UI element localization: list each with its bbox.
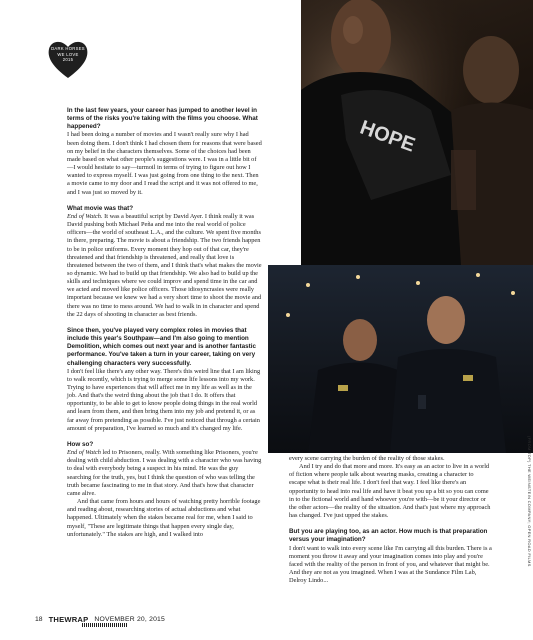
masthead: THEWRAP [48,614,89,624]
article-right-column [289,455,492,593]
answer: I don't feel like there's any other way. There's this weird line that I am liking to walk recently, which is trying to merge some life lessons into my work. Trying to have experiences that will affect me in my life as well as in the job. And that's the weird thing about the job that I do. It offers that opportunity, to be able to get to know people doing things in the real world and learn from them, and then bring them into my job and pretend it, or as far away from pretending as possible. I've just noticed that through a certain amount of preparation, I've learned so much and it's changed my life. [67,367,261,432]
answer: every scene carrying the burden of the reality of those stakes. [289,455,445,462]
photo-credit: (FROM TOP) THE WEINSTEIN COMPANY; OPEN ROAD FILMS [527,436,532,567]
jacket-lettering: HOPE [357,116,418,157]
two-police-officers-photo-icon [268,265,533,453]
page-number: 18 [35,615,43,623]
boxing-photo [301,0,533,265]
answer: And that came from hours and hours of watching pretty horrible footage and reading about, researching stories of actual abductions and what happened. Ultimately when the stakes became real for me, when I said to myself, "These are legitimate things that happen every single day, unfortunately." The stakes are high, and I walked into [67,498,261,538]
question: Since then, you've played very complex roles in movies that include this year's Southpaw—and I'm also going to mention Demolition, which comes out next year and is another fantastic performance. You've taken a turn in your career, taking on very challenging characters very successfully. [67,326,256,367]
film-title: End of Watch. [67,212,103,220]
question: In the last few years, your career has jumped to another level in terms of the risks you're taking with the films you choose. What happened? [67,107,258,131]
answer-body: It was a beautiful script by David Ayer. I think really it was David pushing both Michael Peña and me into the real world of police officers—the world of southeast L.A., and the culture. We spent five months in there, preparing. The movie is about a friendship. The two friends happen to be in police uniforms. Every moment they hop out of that car, they're threatened and that friendship is threatened, and really that love is threatened between the two of them, and I think that's what makes the movie so dynamic. We had to build up that friendship. We also had to build up the skills and techniques where we could improv and spend time in the car and we acted and moved like police officers. Those idiosyncrasies were really important because we knew we had a very short time to shoot the movie and there was no time to mess around. We had to walk in in character and spend the 22 days of shooting in character as best friends. [67,212,262,318]
film-title: End of Watch [67,449,101,457]
badge-line-1: DARK HORSES [51,46,85,51]
issue-date: NOVEMBER 20, 2015 [94,615,166,623]
answer [67,213,262,319]
badge-line-3: 2015 [62,57,74,63]
question: How so? [67,440,94,448]
police-officers-photo [268,265,533,453]
answer: I had been doing a number of movies and I wasn't really sure why I had been doing them. I don't think I had chosen them for reasons that were based on my belief in the characters themselves. Some of the choices had been made based on what other people's suggestions were. I was in a little bit of—I would hesitate to say—turmoil in terms of trying to figure out how I wanted to express myself. I was just going from one thing to the next. Then a movie came to my door and I read the script and it was not offered to me, and I was just so moved by it. [67,131,262,196]
dark-horses-badge [47,38,89,80]
question: But you are playing too, as an actor. How much is that preparation versus your imagination? [289,528,488,544]
barcode-strip [82,623,128,627]
answer [67,449,262,498]
answer-body: led to Prisoners, really. With something like Prisoners, you're dealing with child abduction. I was dealing with a character who was having to deal with everybody being a suspect in his mind. He was the guy searching for the truth, yes, but I think the question of who was telling the truth became fascinating to me in that story. And that's how that character came alive. [67,449,262,497]
answer: And I try and do that more and more. It's easy as an actor to live in a world of fiction where people talk about wearing masks, creating a character to escape what is their real life. I don't feel that way. I feel like there's an opportunity to head into real life and have it beat you up a bit so you can come in to the fictional world and hand whoever you're with—be it your director or the other actors—the reality of the situation. And that's just where my approach has changed. I've just upped the stakes. [289,463,491,520]
question: What movie was that? [67,204,134,212]
article-left-column [67,107,262,547]
badge-line-2: WE LOVE [57,51,79,57]
boxing-jacket-photo-icon [301,0,533,265]
answer: I don't want to walk into every scene like I'm carrying all this burden. There is a moment you throw it away and your imagination comes into play and you're faced with the reality of the person in front of you, and whatever that might be. And they are not as you imagined. When I was at the Sundance Film Lab, Delroy Lindo... [289,544,492,585]
